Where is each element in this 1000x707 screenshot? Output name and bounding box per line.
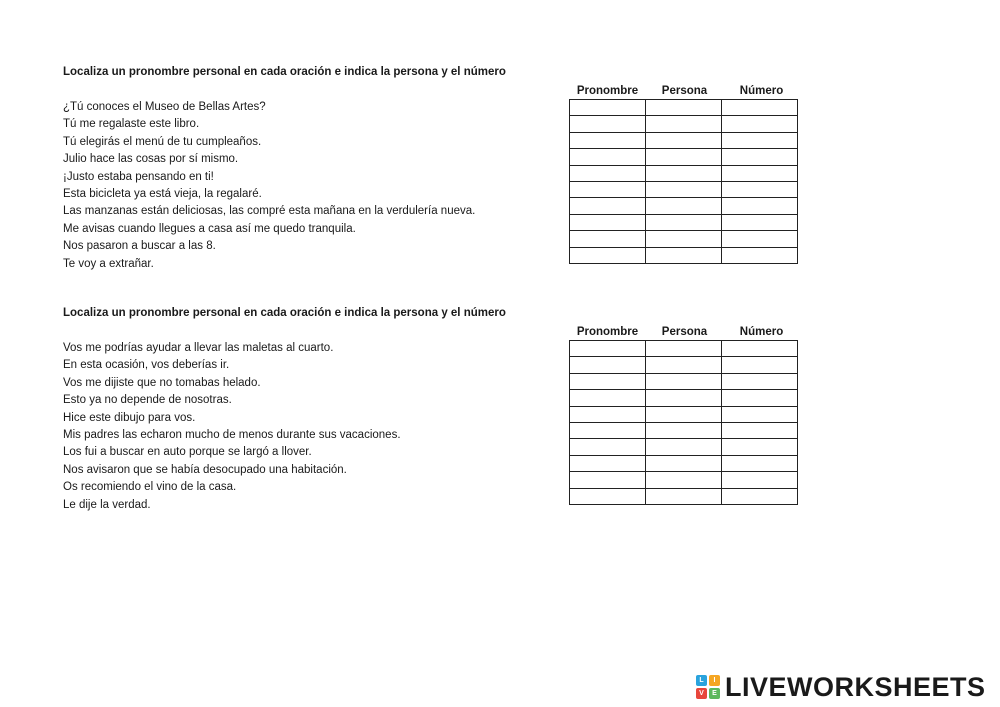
answer-cell-pronombre[interactable] [570, 214, 646, 230]
answer-cell-numero[interactable] [722, 247, 798, 263]
table-row [570, 390, 798, 406]
answer-cell-pronombre[interactable] [570, 100, 646, 116]
sentence-item: Nos avisaron que se había desocupado una habitación. [63, 463, 347, 476]
answer-cell-persona[interactable] [646, 231, 722, 247]
answer-cell-pronombre[interactable] [570, 149, 646, 165]
table-row [570, 132, 798, 148]
table-row [570, 214, 798, 230]
answer-cell-numero[interactable] [722, 422, 798, 438]
sentence-item: Las manzanas están deliciosas, las compré esta mañana en la verdulería nueva. [63, 205, 476, 218]
answer-cell-pronombre[interactable] [570, 472, 646, 488]
sentence-item: ¡Justo estaba pensando en ti! [63, 170, 214, 183]
answer-cell-numero[interactable] [722, 116, 798, 132]
answer-cell-persona[interactable] [646, 165, 722, 181]
column-header-pronombre: Pronombre [576, 326, 639, 338]
answer-cell-pronombre[interactable] [570, 132, 646, 148]
sentence-item: Hice este dibujo para vos. [63, 411, 196, 424]
answer-cell-pronombre[interactable] [570, 406, 646, 422]
logo-block: L [696, 675, 707, 686]
answer-cell-persona[interactable] [646, 132, 722, 148]
answer-cell-pronombre[interactable] [570, 422, 646, 438]
table-row [570, 116, 798, 132]
logo-text: LIVEWORKSHEETS [725, 671, 986, 702]
answer-cell-numero[interactable] [722, 149, 798, 165]
answer-cell-persona[interactable] [646, 357, 722, 373]
sentence-item: Los fui a buscar en auto porque se largó a llover. [63, 446, 312, 459]
table-row [570, 198, 798, 214]
answer-cell-persona[interactable] [646, 198, 722, 214]
answer-cell-persona[interactable] [646, 439, 722, 455]
column-header-numero: Número [739, 326, 784, 338]
answer-cell-persona[interactable] [646, 247, 722, 263]
logo-block: E [709, 688, 720, 699]
answer-cell-pronombre[interactable] [570, 390, 646, 406]
answer-cell-numero[interactable] [722, 100, 798, 116]
sentence-item: Esto ya no depende de nosotras. [63, 394, 232, 407]
answer-cell-pronombre[interactable] [570, 488, 646, 504]
answer-cell-numero[interactable] [722, 198, 798, 214]
table-row [570, 231, 798, 247]
exercise-title: Localiza un pronombre personal en cada oración e indica la persona y el número [63, 66, 506, 78]
logo-block: I [709, 675, 720, 686]
answer-cell-numero[interactable] [722, 390, 798, 406]
table-row [570, 247, 798, 263]
column-header-pronombre: Pronombre [576, 85, 639, 97]
answer-cell-pronombre[interactable] [570, 357, 646, 373]
sentence-item: Vos me podrías ayudar a llevar las maletas al cuarto. [63, 342, 334, 354]
table-row [570, 488, 798, 504]
answer-cell-numero[interactable] [722, 488, 798, 504]
answer-cell-pronombre[interactable] [570, 341, 646, 357]
answer-cell-numero[interactable] [722, 472, 798, 488]
answer-cell-persona[interactable] [646, 422, 722, 438]
answer-cell-pronombre[interactable] [570, 181, 646, 197]
liveworksheets-logo [696, 672, 986, 702]
answer-cell-persona[interactable] [646, 455, 722, 471]
answer-cell-numero[interactable] [722, 341, 798, 357]
answer-cell-pronombre[interactable] [570, 116, 646, 132]
answer-cell-numero[interactable] [722, 165, 798, 181]
table-row [570, 373, 798, 389]
answer-cell-pronombre[interactable] [570, 165, 646, 181]
table-row [570, 455, 798, 471]
answer-cell-numero[interactable] [722, 455, 798, 471]
answer-cell-pronombre[interactable] [570, 439, 646, 455]
answer-cell-persona[interactable] [646, 488, 722, 504]
answer-cell-persona[interactable] [646, 149, 722, 165]
table-header-row [569, 324, 800, 340]
column-header-numero: Número [739, 85, 784, 97]
answer-cell-numero[interactable] [722, 406, 798, 422]
table-row [570, 100, 798, 116]
answer-cell-pronombre[interactable] [570, 231, 646, 247]
table-row [570, 181, 798, 197]
answer-cell-numero[interactable] [722, 439, 798, 455]
sentence-item: Vos me dijiste que no tomabas helado. [63, 376, 261, 389]
answer-cell-persona[interactable] [646, 406, 722, 422]
sentence-item: Le dije la verdad. [63, 498, 151, 511]
sentence-item: Tú me regalaste este libro. [63, 118, 200, 131]
answer-cell-pronombre[interactable] [570, 247, 646, 263]
answer-cell-persona[interactable] [646, 373, 722, 389]
sentence-item: Esta bicicleta ya está vieja, la regalaré. [63, 187, 262, 200]
answer-cell-persona[interactable] [646, 341, 722, 357]
answer-cell-persona[interactable] [646, 214, 722, 230]
sentence-item: ¿Tú conoces el Museo de Bellas Artes? [63, 101, 266, 113]
table-row [570, 149, 798, 165]
table-header-row [569, 83, 800, 99]
answer-cell-numero[interactable] [722, 231, 798, 247]
answer-table [569, 340, 798, 505]
table-row [570, 439, 798, 455]
answer-cell-numero[interactable] [722, 357, 798, 373]
sentence-item: Mis padres las echaron mucho de menos durante sus vacaciones. [63, 428, 401, 441]
logo-blocks-icon [696, 675, 720, 699]
table-row [570, 357, 798, 373]
table-row [570, 341, 798, 357]
sentence-item: Os recomiendo el vino de la casa. [63, 481, 237, 494]
answer-cell-pronombre[interactable] [570, 373, 646, 389]
sentence-list [63, 99, 475, 273]
sentence-item: Te voy a extrañar. [63, 257, 154, 270]
table-row [570, 406, 798, 422]
answer-cell-pronombre[interactable] [570, 455, 646, 471]
table-row [570, 472, 798, 488]
answer-cell-persona[interactable] [646, 116, 722, 132]
sentence-item: Me avisas cuando llegues a casa así me quedo tranquila. [63, 222, 356, 235]
answer-cell-pronombre[interactable] [570, 198, 646, 214]
table-row [570, 165, 798, 181]
answer-cell-numero[interactable] [722, 373, 798, 389]
sentence-list [63, 340, 401, 514]
answer-cell-persona[interactable] [646, 472, 722, 488]
answer-cell-persona[interactable] [646, 390, 722, 406]
answer-cell-persona[interactable] [646, 100, 722, 116]
answer-cell-numero[interactable] [722, 214, 798, 230]
sentence-item: Tú elegirás el menú de tu cumpleaños. [63, 135, 262, 148]
sentence-item: En esta ocasión, vos deberías ir. [63, 359, 230, 372]
answer-table [569, 99, 798, 264]
answer-cell-persona[interactable] [646, 181, 722, 197]
column-header-persona: Persona [661, 85, 708, 97]
column-header-persona: Persona [661, 326, 708, 338]
logo-block: V [696, 688, 707, 699]
sentence-item: Julio hace las cosas por sí mismo. [63, 153, 239, 166]
exercise-title: Localiza un pronombre personal en cada oración e indica la persona y el número [63, 307, 506, 319]
table-row [570, 422, 798, 438]
answer-cell-numero[interactable] [722, 132, 798, 148]
sentence-item: Nos pasaron a buscar a las 8. [63, 240, 216, 253]
answer-cell-numero[interactable] [722, 181, 798, 197]
